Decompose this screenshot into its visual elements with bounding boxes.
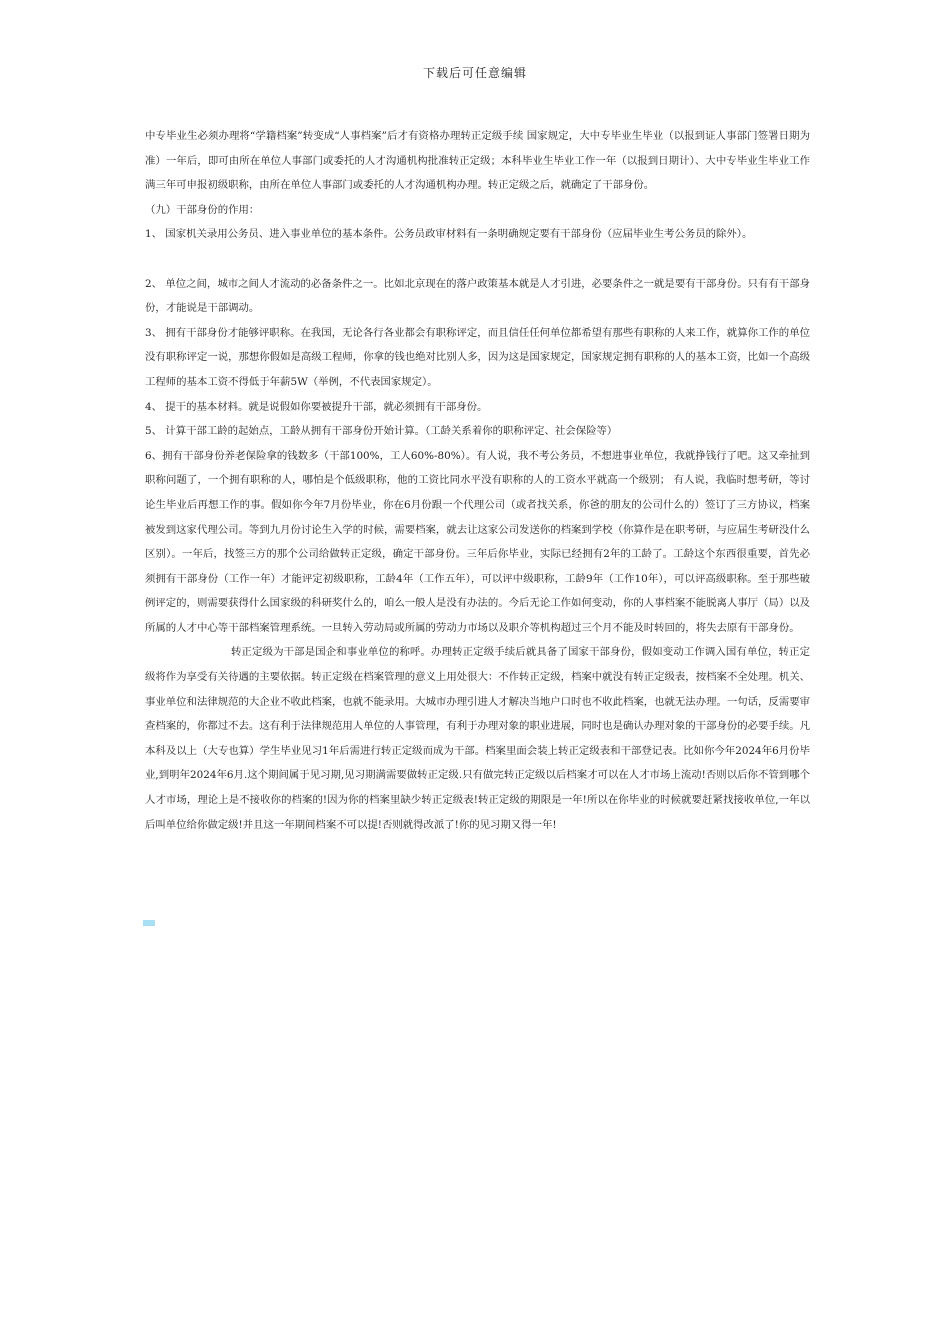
list-item-3: 3、 拥有干部身份才能够评职称。在我国，无论各行各业都会有职称评定，而且信任任何单位都希望有那些有职称的人来工作，就算你工作的单位没有职称评定一说，那想你假如是高级工程师，你拿的钱也绝对比别人多，因为这是国家规定，国家规定拥有职称的人的基本工资，比如一个高级工程师的基本工资不得低于年薪5W（举例，不代表国家规定）。 bbox=[145, 326, 810, 388]
paragraph-final: 转正定级为干部是国企和事业单位的称呼。办理转正定级手续后就具备了国家干部身份，假如变动工作调入国有单位，转正定级将作为享受有关待遇的主要依据。转正定级在档案管理的意义上用处很大：不作转正定级，档案中就没有转正定级表，按档案不全处理。机关、事业单位和法律规范的大企业不收此档案，也就不能录用。大城市办理引进人才解决当地户口时也不收此档案，也就无法办理。一句话，反需要审查档案的，你都过不去。这有利于法律规范用人单位的人事管理，有利于办理对象的职业进展，同时也是确认办理对象的干部身份的必要手续。凡本科及以上（大专也算）学生毕业见习1年后需进行转正定级而成为干部。档案里面会装上转正定级表和干部登记表。比如你今年2024年6月份毕业,到明年2024年6月.这个期间属于见习期,见习期满需要做转正定级.只有做完转正定级以后档案才可以在人才市场上流动!否则以后你不管到哪个人才市场，理论上是不接收你的档案的!因为你的档案里缺少转正定级表!转正定级的期限是一年!所以在你毕业的时候就要赶紧找接收单位,一年以后叫单位给你做定级!并且这一年期间档案不可以提!否则就得改派了!你的见习期又得一年! bbox=[145, 646, 810, 831]
page-header: 下载后可任意编辑 bbox=[422, 66, 527, 80]
blank-line bbox=[145, 247, 810, 272]
text-cursor-marker bbox=[143, 920, 155, 926]
list-item-6: 6、拥有干部身份养老保险拿的钱数多（干部100%，工人60%-80%）。有人说，我不考公务员，不想进事业单位，我就挣钱行了吧。这又牵扯到职称问题了，一个拥有职称的人，哪怕是个低级职称，他的工资比同水平没有职称的人的工资水平就高一个级别； 有人说，我临时想考研，等讨论生毕业后再想工作的事。假如你今年7月份毕业，你在6月份跟一个代理公司（或者找关系，你爸的朋友的公司什么的）签订了三方协议，档案被发到这家代理公司。等到九月份讨论生入学的时候，需要档案，就去让这家公司发送你的档案到学校（你算作是在职考研，与应届生考研没什么区别）。一年后，找签三方的那个公司给做转正定级，确定干部身份。三年后你毕业，实际已经拥有2年的工龄了。工龄这个东西很重要，首先必须拥有干部身份（工作一年）才能评定初级职称，工龄4年（工作五年），可以评中级职称，工龄9年（工作10年），可以评高级职称。至于那些破例评定的，则需要获得什么国家级的科研奖什么的，咱么一般人是没有办法的。今后无论工作如何变动，你的人事档案不能脱离人事厅（局）以及所属的人才中心等干部档案管理系统。一旦转入劳动局或所属的劳动力市场以及职介等机构超过三个月不能及时转回的，将失去原有干部身份。 bbox=[145, 449, 810, 634]
paragraph-intro: 中专毕业生必须办理将“学籍档案”转变成“人事档案”后才有资格办理转正定级手续 国家规定，大中专毕业生毕业（以报到证人事部门签署日期为准）一年后，即可由所在单位人事部门或委托的人才沟通机构批准转正定级；本科毕业生毕业工作一年（以报到日期计）、大中专毕业生毕业工作满三年可申报初级职称，由所在单位人事部门或委托的人才沟通机构办理。转正定级之后，就确定了干部身份。 bbox=[145, 130, 810, 192]
list-item-4: 4、 提干的基本材料。就是说假如你要被提升干部，就必须拥有干部身份。 bbox=[145, 400, 488, 413]
list-item-2: 2、 单位之间，城市之间人才流动的必备条件之一。比如北京现在的落户政策基本就是人才引进，必要条件之一就是要有干部身份。只有有干部身份，才能说是干部调动。 bbox=[145, 277, 810, 315]
document-body bbox=[145, 124, 810, 837]
list-item-5: 5、 计算干部工龄的起始点，工龄从拥有干部身份开始计算。（工龄关系着你的职称评定、社会保险等） bbox=[145, 425, 618, 438]
section-heading: （九）干部身份的作用： bbox=[145, 203, 260, 216]
list-item-1: 1、 国家机关录用公务员、进入事业单位的基本条件。公务员政审材料有一条明确规定要有干部身份（应届毕业生考公务员的除外）。 bbox=[145, 228, 753, 241]
